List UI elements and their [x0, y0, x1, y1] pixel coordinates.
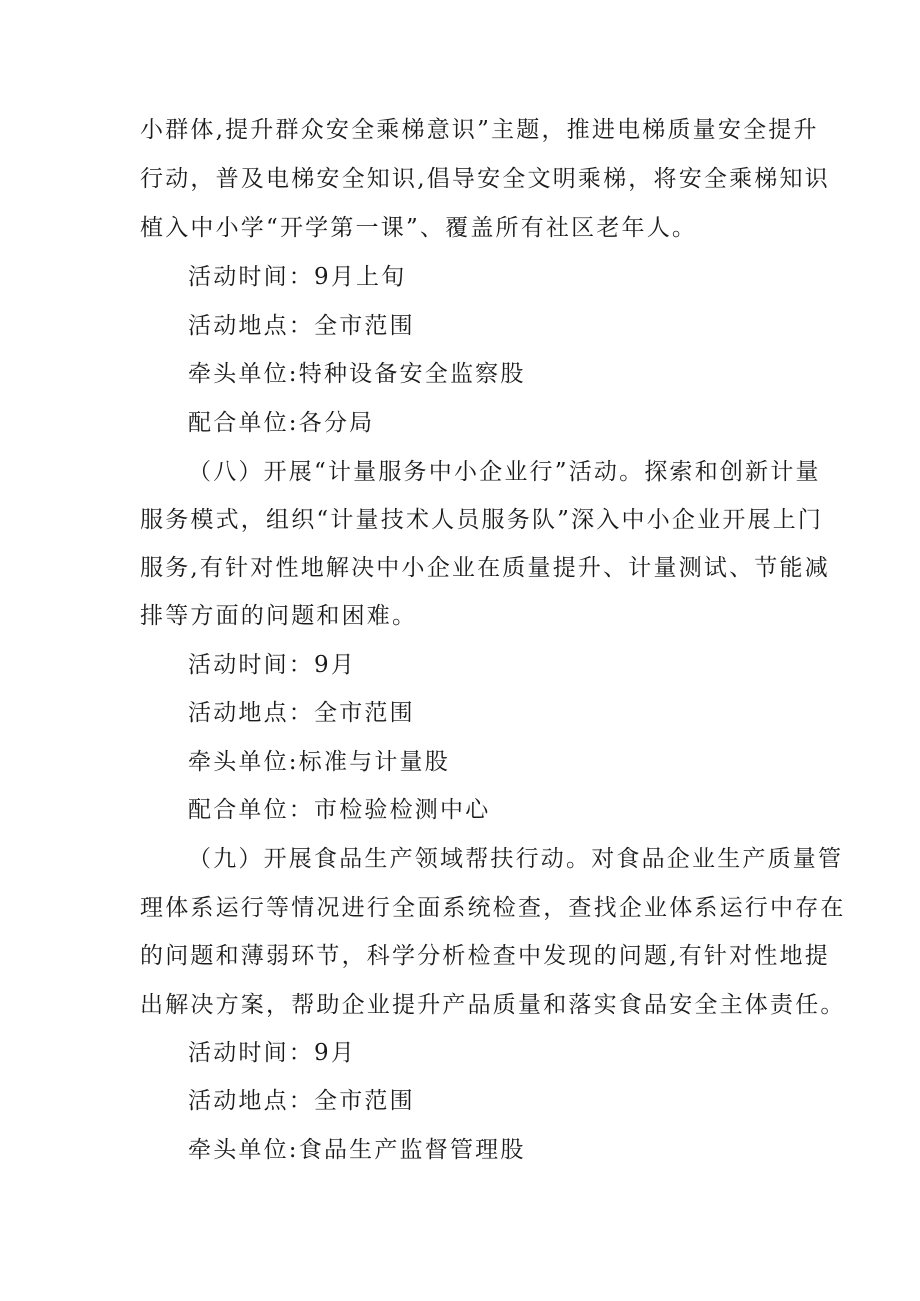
paragraph-line: 小群体,提升群众安全乘梯意识”主题，推进电梯质量安全提升: [140, 117, 819, 143]
paragraph-line: 服务模式，组织“计量技术人员服务队”深入中小企业开展上门: [140, 507, 824, 533]
paragraph-line: 理体系运行等情况进行全面系统检查，查找企业体系运行中存在: [140, 895, 846, 921]
activity-time: 活动时间：9月上旬: [188, 264, 407, 290]
paragraph-line: 行动，普及电梯安全知识,倡导安全文明乘梯，将安全乘梯知识: [140, 166, 830, 192]
paragraph-line: 服务,有针对性地解决中小企业在质量提升、计量测试、节能减: [140, 555, 830, 581]
activity-location: 活动地点：全市范围: [188, 313, 415, 339]
lead-unit: 牵头单位:食品生产监督管理股: [188, 1137, 526, 1163]
paragraph-line: 排等方面的问题和困难。: [140, 603, 418, 629]
paragraph-line: 出解决方案，帮助企业提升产品质量和落实食品安全主体责任。: [140, 992, 846, 1018]
cooperating-unit: 配合单位:各分局: [188, 410, 375, 436]
activity-time: 活动时间：9月: [188, 652, 357, 678]
paragraph-line: 植入中小学“开学第一课”、覆盖所有社区老年人。: [140, 215, 698, 241]
activity-location: 活动地点：全市范围: [188, 1088, 415, 1114]
cooperating-unit: 配合单位：市检验检测中心: [188, 797, 491, 823]
section-heading-9: （九）开展食品生产领域帮扶行动。对食品企业生产质量管: [188, 846, 844, 872]
activity-location: 活动地点：全市范围: [188, 700, 415, 726]
activity-time: 活动时间：9月: [188, 1040, 357, 1066]
lead-unit: 牵头单位:特种设备安全监察股: [188, 361, 526, 387]
section-heading-8: （八）开展“计量服务中小企业行”活动。探索和创新计量: [188, 459, 821, 485]
paragraph-line: 的问题和薄弱环节，科学分析检查中发现的问题,有针对性地提: [140, 943, 830, 969]
lead-unit: 牵头单位:标准与计量股: [188, 749, 450, 775]
